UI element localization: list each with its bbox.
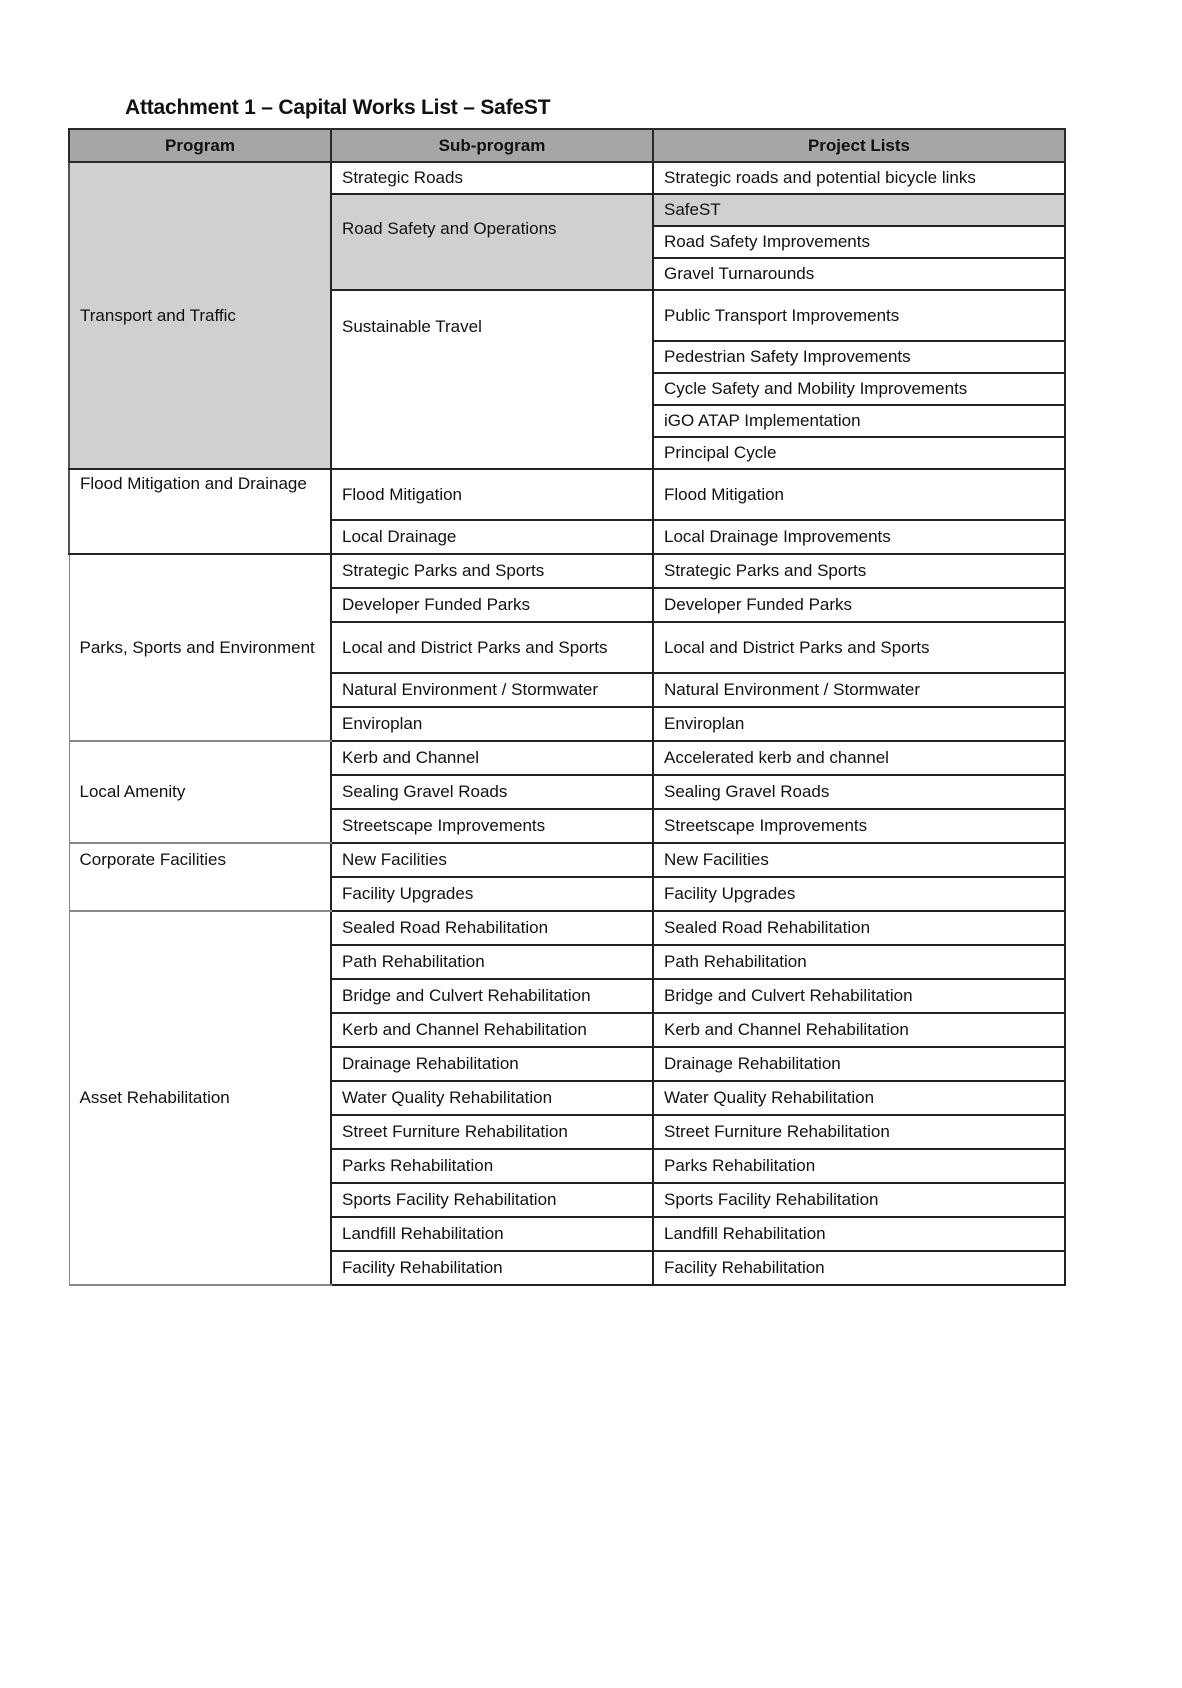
project-cell: Public Transport Improvements [653,290,1065,341]
project-cell: Water Quality Rehabilitation [653,1081,1065,1115]
subprogram-cell: Facility Upgrades [331,877,653,911]
project-cell: Local Drainage Improvements [653,520,1065,554]
subprogram-cell: Strategic Parks and Sports [331,554,653,588]
subprogram-cell: Kerb and Channel [331,741,653,775]
project-cell: Principal Cycle [653,437,1065,469]
subprogram-cell: Sealed Road Rehabilitation [331,911,653,945]
project-cell: Drainage Rehabilitation [653,1047,1065,1081]
subprogram-cell: Enviroplan [331,707,653,741]
project-cell: Sports Facility Rehabilitation [653,1183,1065,1217]
subprogram-cell: Path Rehabilitation [331,945,653,979]
program-cell: Transport and Traffic [69,162,331,469]
project-cell: Road Safety Improvements [653,226,1065,258]
header-subprogram: Sub-program [331,129,653,162]
project-cell: Facility Rehabilitation [653,1251,1065,1285]
subprogram-cell: Local Drainage [331,520,653,554]
table-row [69,911,1065,945]
program-cell: Local Amenity [69,741,331,843]
capital-works-table [68,128,1066,1286]
subprogram-cell: Developer Funded Parks [331,588,653,622]
table-row [69,162,1065,194]
project-cell: Sealing Gravel Roads [653,775,1065,809]
project-cell: Natural Environment / Stormwater [653,673,1065,707]
table-row [69,469,1065,520]
project-cell: Streetscape Improvements [653,809,1065,843]
subprogram-cell: Strategic Roads [331,162,653,194]
program-cell: Parks, Sports and Environment [69,554,331,741]
project-cell: Cycle Safety and Mobility Improvements [653,373,1065,405]
subprogram-cell: Landfill Rehabilitation [331,1217,653,1251]
subprogram-cell: Kerb and Channel Rehabilitation [331,1013,653,1047]
project-cell: Bridge and Culvert Rehabilitation [653,979,1065,1013]
program-cell: Corporate Facilities [69,843,331,911]
project-cell: Gravel Turnarounds [653,258,1065,290]
subprogram-cell: Natural Environment / Stormwater [331,673,653,707]
project-cell: Landfill Rehabilitation [653,1217,1065,1251]
project-cell: Strategic roads and potential bicycle links [653,162,1065,194]
page-title: Attachment 1 – Capital Works List – SafeST [125,96,551,119]
subprogram-cell: Facility Rehabilitation [331,1251,653,1285]
subprogram-cell: Parks Rehabilitation [331,1149,653,1183]
header-projects: Project Lists [653,129,1065,162]
header-program: Program [69,129,331,162]
project-cell: Strategic Parks and Sports [653,554,1065,588]
project-cell: Accelerated kerb and channel [653,741,1065,775]
project-cell: Developer Funded Parks [653,588,1065,622]
project-cell: Flood Mitigation [653,469,1065,520]
table-row [69,741,1065,775]
table-row [69,554,1065,588]
project-cell: Path Rehabilitation [653,945,1065,979]
subprogram-cell: Flood Mitigation [331,469,653,520]
project-cell: Sealed Road Rehabilitation [653,911,1065,945]
subprogram-cell: Road Safety and Operations [331,194,653,290]
subprogram-cell: Drainage Rehabilitation [331,1047,653,1081]
subprogram-cell: Street Furniture Rehabilitation [331,1115,653,1149]
subprogram-cell: New Facilities [331,843,653,877]
project-cell: Street Furniture Rehabilitation [653,1115,1065,1149]
table-header-row [69,129,1065,162]
project-cell: Local and District Parks and Sports [653,622,1065,673]
subprogram-cell: Local and District Parks and Sports [331,622,653,673]
subprogram-cell: Sealing Gravel Roads [331,775,653,809]
project-cell: iGO ATAP Implementation [653,405,1065,437]
subprogram-cell: Sports Facility Rehabilitation [331,1183,653,1217]
program-cell: Asset Rehabilitation [69,911,331,1285]
subprogram-cell: Sustainable Travel [331,290,653,469]
subprogram-cell: Streetscape Improvements [331,809,653,843]
project-cell: Parks Rehabilitation [653,1149,1065,1183]
project-cell: Pedestrian Safety Improvements [653,341,1065,373]
program-cell: Flood Mitigation and Drainage [69,469,331,554]
project-cell: Kerb and Channel Rehabilitation [653,1013,1065,1047]
project-cell: Facility Upgrades [653,877,1065,911]
subprogram-cell: Water Quality Rehabilitation [331,1081,653,1115]
project-cell: SafeST [653,194,1065,226]
project-cell: New Facilities [653,843,1065,877]
table-row [69,843,1065,877]
subprogram-cell: Bridge and Culvert Rehabilitation [331,979,653,1013]
project-cell: Enviroplan [653,707,1065,741]
